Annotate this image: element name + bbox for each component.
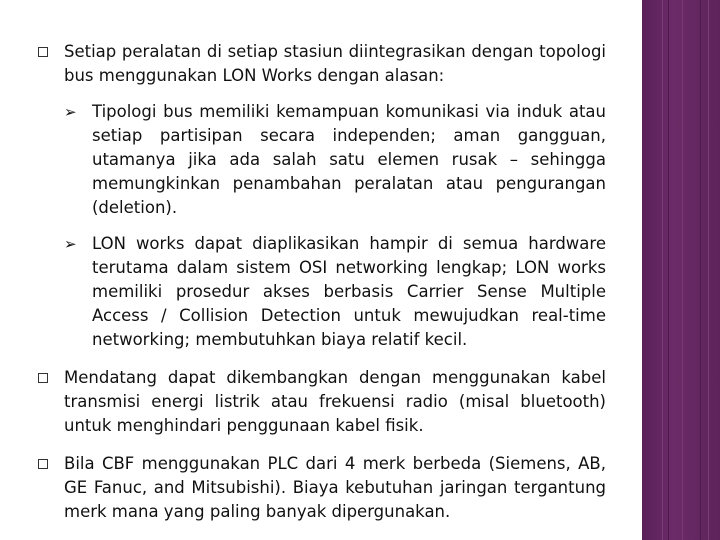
square-bullet-icon (38, 47, 48, 57)
bullet-text: Setiap peralatan di setiap stasiun diintegrasikan dengan topologi bus menggunakan LON Works dengan alasan: (64, 42, 606, 85)
sub-bullet-item-1 (64, 100, 606, 220)
bullet-text: Bila CBF menggunakan PLC dari 4 merk berbeda (Siemens, AB, GE Fanuc, and Mitsubishi). Biaya kebutuhan jaringan tergantung merk mana yang paling banyak dipergunakan. (64, 454, 606, 521)
square-bullet-icon (38, 459, 48, 469)
sub-bullet-text: LON works dapat diaplikasikan hampir di semua hardware terutama dalam sistem OSI networking lengkap; LON works memiliki prosedur akses berbasis Carrier Sense Multiple Access / Collision Detection untuk mewujudkan real-time networking; membutuhkan biaya relatif kecil. (92, 234, 606, 349)
arrow-bullet-icon: ➢ (64, 235, 77, 253)
sub-bullet-text: Tipologi bus memiliki kemampuan komunikasi via induk atau setiap partisipan secara independen; aman gangguan, utamanya jika ada salah satu elemen rusak – sehingga memungkinkan penambahan peralatan atau pengurangan (deletion). (92, 102, 606, 217)
square-bullet-icon (38, 373, 48, 383)
sub-bullet-item-2 (64, 232, 606, 352)
bullet-item-3 (38, 452, 606, 524)
bullet-item-2 (38, 366, 606, 438)
bullet-text: Mendatang dapat dikembangkan dengan menggunakan kabel transmisi energi listrik atau frekuensi radio (misal bluetooth) untuk menghindari penggunaan kabel fisik. (64, 368, 606, 435)
sidebar-stripe (668, 0, 669, 540)
sidebar-stripe (682, 0, 683, 540)
decorative-sidebar (642, 0, 720, 540)
sidebar-stripe (708, 0, 709, 540)
arrow-bullet-icon: ➢ (64, 103, 77, 121)
bullet-item-1 (38, 40, 606, 352)
sidebar-stripe (700, 0, 701, 540)
sidebar-stripe (662, 0, 663, 540)
slide-content (38, 40, 606, 538)
